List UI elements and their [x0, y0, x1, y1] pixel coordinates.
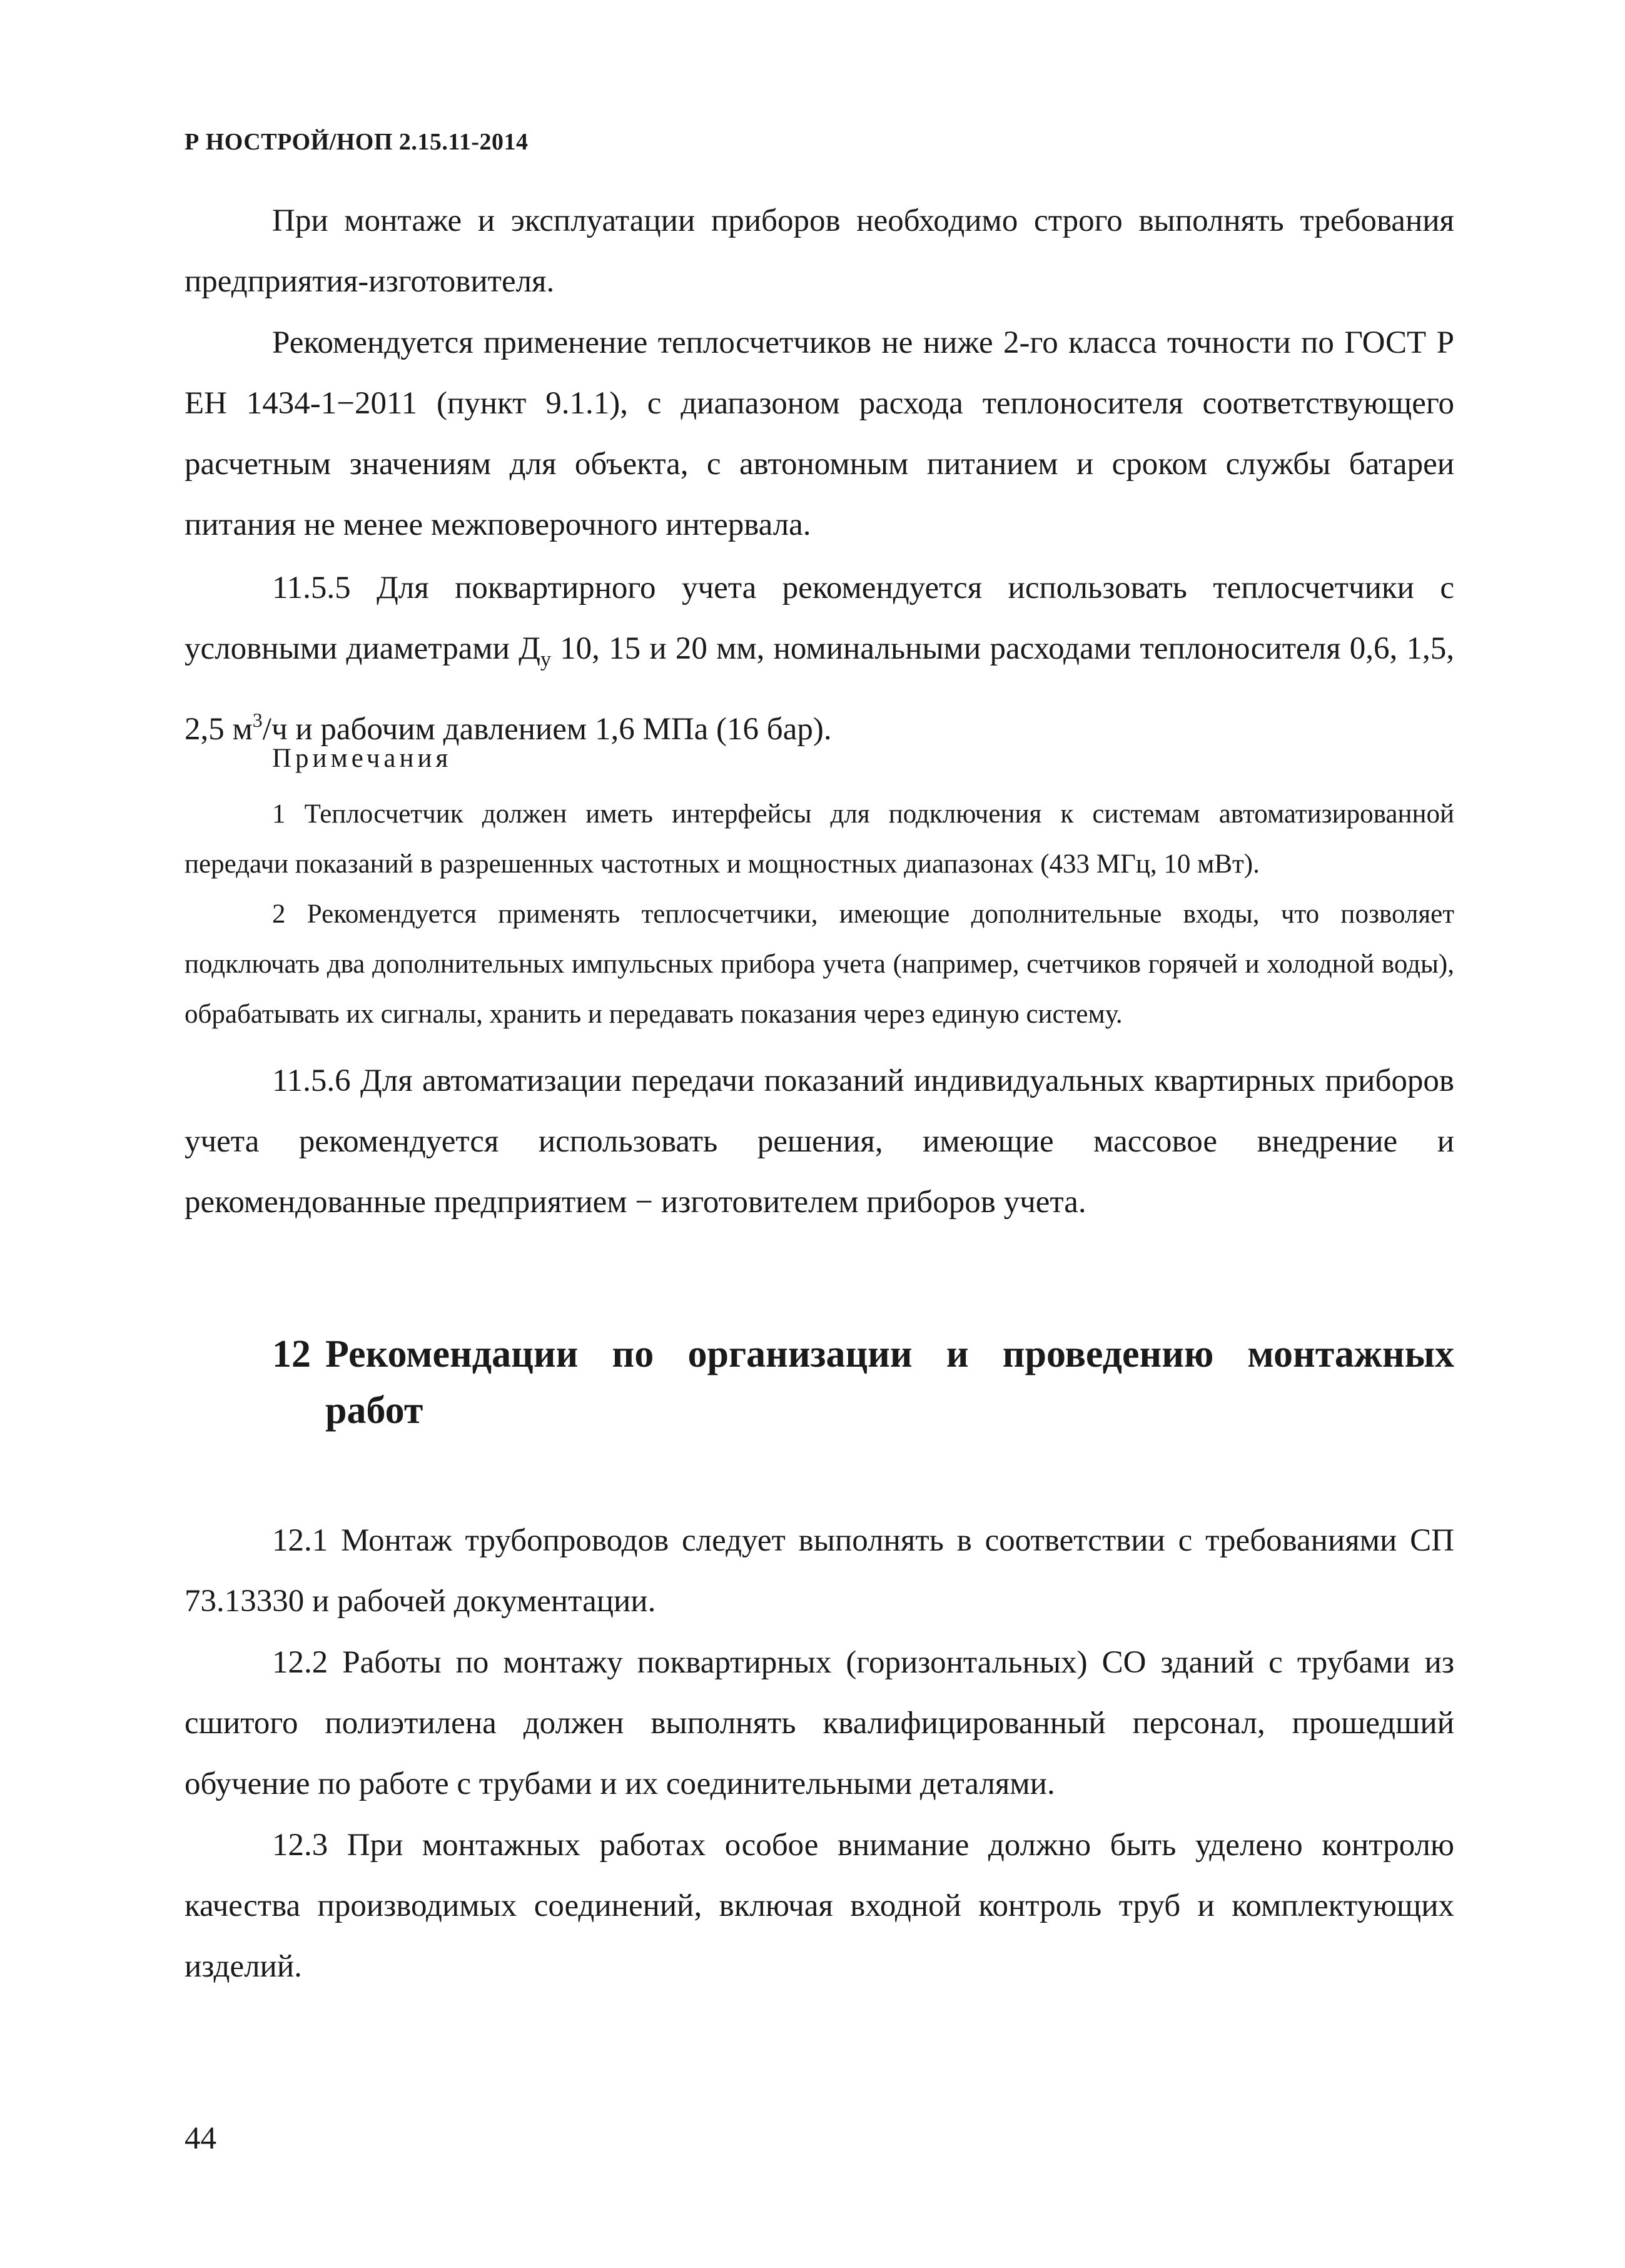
note-1: 1 Теплосчетчик должен иметь интерфейсы для подключения к системам автоматизированной передачи показаний в разрешенных частотных и мощностных диапазонах (433 МГц, 10 мВт). — [185, 799, 1454, 879]
paragraph-12-1: 12.1 Монтаж трубопроводов следует выполнять в соответствии с требованиями СП 73.13330 и рабочей документации. — [185, 1523, 1454, 1619]
paragraph-heat-meter-class: Рекомендуется применение теплосчетчиков не ниже 2-го класса точности по ГОСТ Р ЕН 1434-1−2011 (пункт 9.1.1), с диапазоном расхода теплоносителя соответствующего расчетным значениям для объекта, с автономным питанием и сроком службы батареи питания не менее межповерочного интервала. — [185, 325, 1454, 542]
superscript-3: 3 — [252, 709, 263, 731]
paragraph-manufacturer-requirements: При монтаже и эксплуатации приборов необходимо строго выполнять требования предприятия-изготовителя. — [185, 203, 1454, 299]
section-title: Рекомендации по организации и проведению монтажных работ — [325, 1333, 1454, 1432]
paragraph-11-5-5-part-c: /ч и рабочим давлением 1,6 МПа (16 бар). — [262, 712, 832, 747]
page-number: 44 — [185, 2121, 216, 2156]
subscript-u: у — [540, 648, 551, 671]
document-code: Р НОСТРОЙ/НОП 2.15.11-2014 — [185, 129, 529, 155]
paragraph-11-5-5-part-b: 10, 15 и 20 мм, номинальными расходами теплоносителя 0,6, 1,5, 2,5 м — [185, 631, 1454, 747]
section-12-heading — [272, 1326, 1454, 1439]
paragraph-11-5-5-part-a: 11.5.5 Для поквартирного учета рекомендуется использовать теплосчетчики с условными диаметрами Д — [185, 570, 1454, 666]
paragraph-11-5-5 — [185, 558, 1454, 760]
paragraph-11-5-6: 11.5.6 Для автоматизации передачи показаний индивидуальных квартирных приборов учета рекомендуется использовать решения, имеющие массовое внедрение и рекомендованные предприятием − изготовителем приборов учета. — [185, 1063, 1454, 1220]
paragraph-12-3: 12.3 При монтажных работах особое внимание должно быть уделено контролю качества производимых соединений, включая входной контроль труб и комплектующих изделий. — [185, 1828, 1454, 1984]
paragraph-12-2: 12.2 Работы по монтажу поквартирных (горизонтальных) СО зданий с трубами из сшитого полиэтилена должен выполнять квалифицированный персонал, прошедший обучение по работе с трубами и их соединительными деталями. — [185, 1645, 1454, 1801]
note-2: 2 Рекомендуется применять теплосчетчики, имеющие дополнительные входы, что позволяет подключать два дополнительных импульсных прибора учета (например, счетчиков горячей и холодной воды), обрабатывать их сигналы, хранить и передавать показания через единую систему. — [185, 899, 1454, 1029]
notes-heading: Примечания — [272, 744, 452, 773]
section-number: 12 — [272, 1333, 311, 1375]
